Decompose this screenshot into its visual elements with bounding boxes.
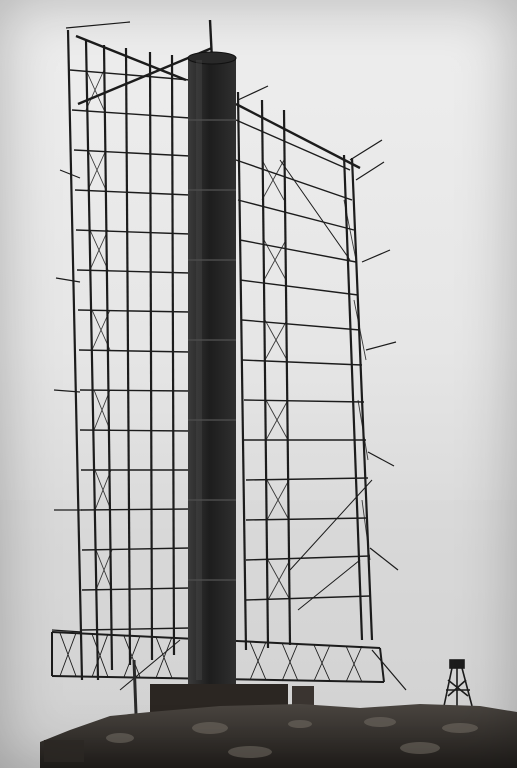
central-mast <box>188 52 236 688</box>
debris-block <box>44 740 84 762</box>
